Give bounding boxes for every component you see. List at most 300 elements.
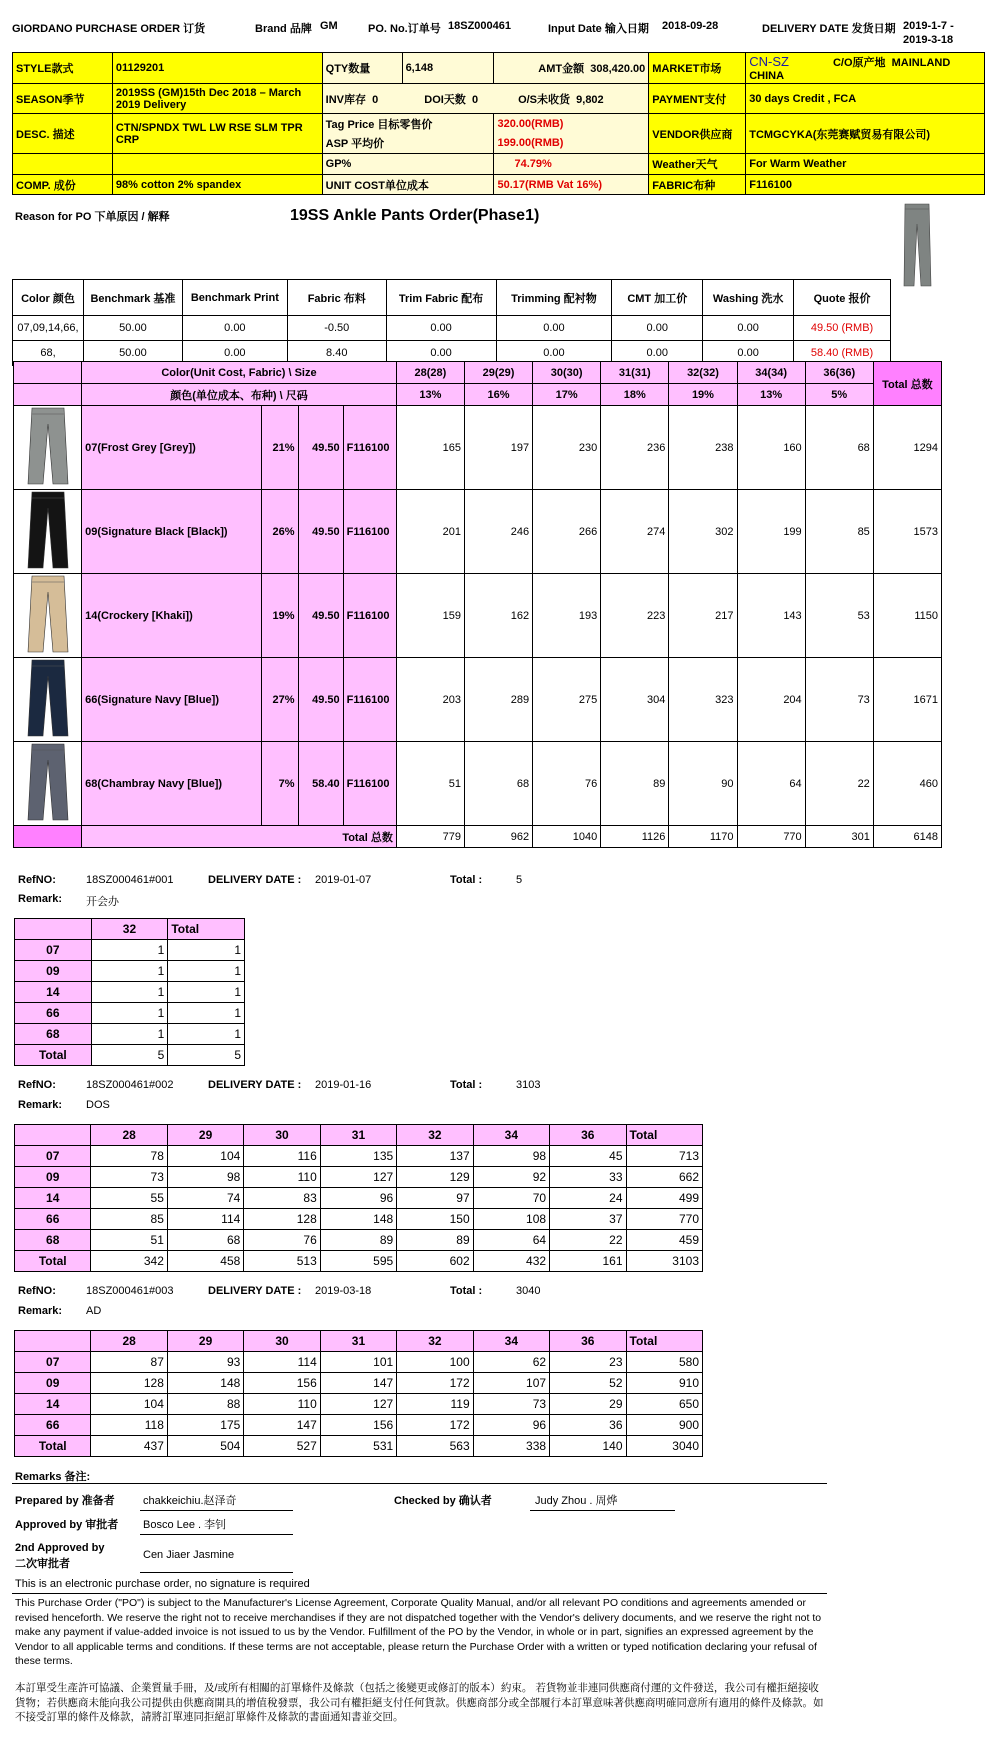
unit-cost: 58.40 — [298, 742, 343, 826]
ref-row — [15, 1251, 703, 1272]
gp-value: 74.79% — [494, 154, 649, 175]
fabric-code: F116100 — [343, 406, 396, 490]
amt-label: AMT金额 — [538, 63, 585, 75]
size-qty: 289 — [464, 658, 532, 742]
ref-qty: 92 — [473, 1167, 549, 1188]
ref-qty: 150 — [397, 1209, 473, 1230]
bench-quote: 49.50 (RMB) — [794, 316, 891, 341]
ref-qty: 96 — [473, 1415, 549, 1436]
ref-qty: 129 — [397, 1167, 473, 1188]
ref-qty: 98 — [473, 1146, 549, 1167]
ref-header-cell: 31 — [320, 1331, 396, 1352]
ref-row — [15, 940, 245, 961]
date-value: 2019-03-18 — [315, 1285, 372, 1297]
terms-chinese: 本訂單受生產許可協議、企業質量手冊，及/或所有相關的訂單條件及條款（包括之後變更或修訂的版本）約束。 若貨物並非連同供應商付運的文件發送，我公司有權拒絕接收貨物；若供應商未能向我公司提供由供應商開具的增值稅發票，我公司有權拒絕支付任何貨款。供應商部分或全部履行本訂單意味著供應商明確同意所有適用的條件及條款。如不接受訂單的條件及條款，請將訂單連同拒絕訂單條件及條款的書面通知書並交回。 — [15, 1682, 824, 1723]
bench-header: Benchmark Print — [182, 280, 287, 316]
size-total: 1040 — [533, 826, 601, 848]
ref-row — [15, 1394, 703, 1415]
ref-qty: 342 — [91, 1251, 167, 1272]
date-value: 2019-01-16 — [315, 1079, 372, 1091]
remark-value: DOS — [86, 1099, 110, 1111]
ref-row — [15, 1045, 245, 1066]
product-image — [900, 202, 934, 288]
qty-value: 6,148 — [402, 53, 494, 84]
ref-qty: 70 — [473, 1188, 549, 1209]
ref-qty: 504 — [167, 1436, 243, 1457]
brand-label: Brand 品牌 — [255, 23, 312, 35]
size-breakdown-table — [13, 361, 942, 848]
ref-row-label: 09 — [15, 1373, 91, 1394]
ref-qty: 36 — [550, 1415, 626, 1436]
ref-header-cell: 28 — [91, 1331, 167, 1352]
size-qty: 193 — [533, 574, 601, 658]
total-header: Total 总数 — [873, 362, 941, 406]
ref-value: 18SZ000461#001 — [86, 874, 174, 886]
color-pct: 26% — [261, 490, 298, 574]
size-qty: 89 — [601, 742, 669, 826]
ref-qty: 98 — [167, 1167, 243, 1188]
size-total: 779 — [396, 826, 464, 848]
brand-value: GM — [320, 20, 338, 32]
color-thumbnail — [14, 658, 82, 742]
pants-icon — [18, 490, 78, 570]
delivery-date-start: 2019-1-7 - — [903, 20, 954, 32]
ref-row — [15, 1230, 703, 1251]
size-qty: 304 — [601, 658, 669, 742]
empty-cell — [13, 154, 113, 175]
bench-cell: -0.50 — [287, 316, 386, 341]
bench-cell: 0.00 — [182, 341, 287, 366]
size-qty: 203 — [396, 658, 464, 742]
ref-value: 18SZ000461#002 — [86, 1079, 174, 1091]
ref-header-cell: 32 — [91, 919, 168, 940]
ref-total-value: 3103 — [516, 1079, 541, 1091]
size-total: 1170 — [669, 826, 737, 848]
size-qty: 274 — [601, 490, 669, 574]
unit-cost: 49.50 — [298, 574, 343, 658]
size-total-row — [14, 826, 942, 848]
color-row — [14, 406, 942, 490]
ref-qty: 127 — [320, 1167, 396, 1188]
size-qty: 197 — [464, 406, 532, 490]
ref-row-label: 68 — [15, 1024, 92, 1045]
ref-qty: 37 — [550, 1209, 626, 1230]
comp-label: COMP. 成份 — [13, 175, 113, 195]
ref-1-table — [14, 918, 245, 1066]
color-rows — [14, 406, 942, 826]
size-qty: 159 — [396, 574, 464, 658]
color-pct: 27% — [261, 658, 298, 742]
ref-qty: 104 — [167, 1146, 243, 1167]
bench-cell: 50.00 — [83, 316, 182, 341]
ref-header-cell: 36 — [550, 1125, 626, 1146]
doi-value: 0 — [471, 93, 479, 106]
ref-qty: 62 — [473, 1352, 549, 1373]
size-qty: 302 — [669, 490, 737, 574]
color-name: 14(Crockery [Khaki]) — [82, 574, 261, 658]
bench-cell: 07,09,14,66, — [13, 316, 84, 341]
ref-row — [15, 1003, 245, 1024]
ref-qty: 76 — [244, 1230, 320, 1251]
ref-row-label: 14 — [15, 982, 92, 1003]
size-total: 1126 — [601, 826, 669, 848]
empty-total-cell — [14, 826, 82, 848]
ref-row — [15, 982, 245, 1003]
row-total: 1671 — [873, 658, 941, 742]
ref-qty: 1 — [91, 940, 168, 961]
ref-qty: 114 — [244, 1352, 320, 1373]
ref-total-value: 3040 — [516, 1285, 541, 1297]
signature-line — [140, 1510, 293, 1511]
ref-header-cell: 34 — [473, 1125, 549, 1146]
ref-header-cell: 30 — [244, 1125, 320, 1146]
ref-qty: 5 — [91, 1045, 168, 1066]
size-header: 28(28) — [396, 362, 464, 384]
size-pct: 18% — [601, 384, 669, 406]
origin-label: C/O原产地 — [832, 57, 886, 69]
delivery-date-label: DELIVERY DATE 发货日期 — [762, 23, 896, 35]
ref-header-cell: Total — [626, 1125, 703, 1146]
ref-label: RefNO: — [18, 874, 56, 886]
fabric-code: F116100 — [343, 742, 396, 826]
ref-header-cell: 32 — [397, 1125, 473, 1146]
ref-qty: 33 — [550, 1167, 626, 1188]
ref-row-label: 66 — [15, 1415, 91, 1436]
size-header: 36(36) — [805, 362, 873, 384]
bench-cell: 0.00 — [703, 316, 794, 341]
size-pct-row — [14, 384, 942, 406]
ref-row-label: Total — [15, 1251, 91, 1272]
ref-qty: 73 — [91, 1167, 167, 1188]
checked-value: Judy Zhou . 周烨 — [535, 1495, 618, 1507]
unit-cost-label: UNIT COST单位成本 — [322, 175, 494, 195]
ref-row-label: 14 — [15, 1394, 91, 1415]
ref-header-cell: 30 — [244, 1331, 320, 1352]
vendor-value: TCMGCYKA(东莞赛赋贸易有限公司) — [746, 114, 985, 154]
size-header-row — [14, 362, 942, 384]
ref-qty: 104 — [91, 1394, 167, 1415]
prepared-label: Prepared by 准备者 — [15, 1495, 115, 1507]
ref-2-table — [14, 1124, 703, 1272]
ref-qty: 23 — [550, 1352, 626, 1373]
reason-label: Reason for PO 下单原因 / 解释 — [15, 211, 170, 223]
po-value: 18SZ000461 — [448, 20, 511, 32]
color-name: 68(Chambray Navy [Blue]) — [82, 742, 261, 826]
size-qty: 323 — [669, 658, 737, 742]
ref-qty: 24 — [550, 1188, 626, 1209]
ref-row-label: 09 — [15, 1167, 91, 1188]
date-label: DELIVERY DATE : — [208, 1285, 302, 1297]
empty-header-cell — [14, 362, 82, 384]
color-pct: 7% — [261, 742, 298, 826]
weather-value: For Warm Weather — [746, 154, 985, 175]
size-header: 30(30) — [533, 362, 601, 384]
size-total: 770 — [737, 826, 805, 848]
ref-header-row — [15, 919, 245, 940]
asp-label: ASP 平均价 — [322, 134, 494, 154]
ref-row — [15, 1146, 703, 1167]
ref-qty: 580 — [626, 1352, 703, 1373]
origin-value: MAINLAND CHINA — [749, 57, 951, 82]
ref-qty: 55 — [91, 1188, 167, 1209]
ref-header-cell: 34 — [473, 1331, 549, 1352]
ref-header-cell — [15, 919, 92, 940]
remark-label: Remark: — [18, 1099, 63, 1111]
size-qty: 76 — [533, 742, 601, 826]
remark-value: AD — [86, 1305, 102, 1317]
ref-3-table — [14, 1330, 703, 1457]
size-qty: 85 — [805, 490, 873, 574]
bench-cell: 0.00 — [703, 341, 794, 366]
ref-qty: 110 — [244, 1394, 320, 1415]
ref-value: 18SZ000461#003 — [86, 1285, 174, 1297]
fabric-code: F116100 — [343, 574, 396, 658]
unit-cost: 49.50 — [298, 490, 343, 574]
fabric-code: F116100 — [343, 490, 396, 574]
bench-quote: 58.40 (RMB) — [794, 341, 891, 366]
ref-header-row — [15, 1125, 703, 1146]
ref-qty: 147 — [320, 1373, 396, 1394]
ref-qty: 1 — [168, 982, 245, 1003]
size-qty: 68 — [805, 406, 873, 490]
ref-qty: 29 — [550, 1394, 626, 1415]
terms-english: This Purchase Order ("PO") is subject to the Manufacturer's License Agreement, Corporate Quality Manual, and/or all relevant PO conditions and agreements amended or revised henceforth. We reserve the right not to receive merchandises if they are not dispatched together with the Vendor's delivery documents, and we reserve the right not to make any payment if value-added invoice is not issued to us by the Vendor. Fulfillment of the PO by the Vendor, in whole or in part, signifies an expressed agreement by the Vendor to all applicable terms and conditions. If these terms are not acceptable, please return the Purchase Order with a written or typed notification declaring your refusal of these terms. — [15, 1597, 822, 1667]
prepared-value: chakkeichiu.赵泽奇 — [143, 1495, 237, 1507]
size-qty: 201 — [396, 490, 464, 574]
ref-qty: 51 — [91, 1230, 167, 1251]
ref-qty: 88 — [167, 1394, 243, 1415]
ref-qty: 595 — [320, 1251, 396, 1272]
approved-label: Approved by 审批者 — [15, 1519, 119, 1531]
ref-qty: 87 — [91, 1352, 167, 1373]
style-label: STYLE款式 — [13, 53, 113, 84]
desc-value: CTN/SPNDX TWL LW RSE SLM TPR CRP — [112, 114, 322, 154]
row-total: 1573 — [873, 490, 941, 574]
color-name: 66(Signature Navy [Blue]) — [82, 658, 261, 742]
ref-qty: 100 — [397, 1352, 473, 1373]
ref-qty: 148 — [167, 1373, 243, 1394]
tag-label: Tag Price 目标零售价 — [322, 114, 494, 134]
ref-qty: 114 — [167, 1209, 243, 1230]
ref-row-label: Total — [15, 1436, 91, 1457]
ref-qty: 3103 — [626, 1251, 703, 1272]
ref-header-cell: 36 — [550, 1331, 626, 1352]
size-header: 32(32) — [669, 362, 737, 384]
benchmark-table — [12, 279, 891, 366]
ref-qty: 127 — [320, 1394, 396, 1415]
size-qty: 165 — [396, 406, 464, 490]
ref-qty: 83 — [244, 1188, 320, 1209]
ref-row — [15, 1436, 703, 1457]
benchmark-header-row — [13, 280, 891, 316]
ref-header-row — [15, 1331, 703, 1352]
checked-label: Checked by 确认者 — [394, 1495, 492, 1507]
fabric-label: FABRIC布种 — [649, 175, 746, 195]
ref-qty: 175 — [167, 1415, 243, 1436]
ref-qty: 85 — [91, 1209, 167, 1230]
payment-value: 30 days Credit , FCA — [746, 84, 985, 114]
bench-header: Trim Fabric 配布 — [386, 280, 496, 316]
ref-row-label: 66 — [15, 1003, 92, 1024]
size-qty: 53 — [805, 574, 873, 658]
ref-qty: 563 — [397, 1436, 473, 1457]
ref-row-label: 66 — [15, 1209, 91, 1230]
bench-header: CMT 加工价 — [612, 280, 703, 316]
size-qty: 73 — [805, 658, 873, 742]
color-size-header: Color(Unit Cost, Fabric) \ Size — [82, 362, 397, 384]
ref-qty: 137 — [397, 1146, 473, 1167]
approved-value: Bosco Lee . 李钊 — [143, 1519, 227, 1531]
ref-qty: 110 — [244, 1167, 320, 1188]
approved2-label-en: 2nd Approved by — [15, 1542, 105, 1554]
empty-cell — [112, 154, 322, 175]
vendor-label: VENDOR供应商 — [649, 114, 746, 154]
ref-qty: 1 — [168, 1024, 245, 1045]
size-qty: 238 — [669, 406, 737, 490]
ref-row — [15, 1167, 703, 1188]
desc-label: DESC. 描述 — [13, 114, 113, 154]
bench-cell: 0.00 — [496, 341, 612, 366]
season-label: SEASON季节 — [13, 84, 113, 114]
pants-icon — [18, 406, 78, 486]
ref-header-cell: 29 — [167, 1331, 243, 1352]
date-label: DELIVERY DATE : — [208, 874, 302, 886]
ref-row-label: 14 — [15, 1188, 91, 1209]
input-date-label: Input Date 输入日期 — [548, 23, 649, 35]
ref-qty: 119 — [397, 1394, 473, 1415]
remark-label: Remark: — [18, 893, 63, 905]
ref-qty: 900 — [626, 1415, 703, 1436]
color-thumbnail — [14, 574, 82, 658]
size-qty: 160 — [737, 406, 805, 490]
ref-qty: 1 — [91, 982, 168, 1003]
ref-qty: 89 — [397, 1230, 473, 1251]
size-qty: 223 — [601, 574, 669, 658]
ref-qty: 156 — [244, 1373, 320, 1394]
ref-qty: 101 — [320, 1352, 396, 1373]
size-qty: 51 — [396, 742, 464, 826]
pants-icon — [18, 574, 78, 654]
ref-header-cell: 32 — [397, 1331, 473, 1352]
company-title: GIORDANO PURCHASE ORDER 订货 — [12, 23, 206, 35]
ref-qty: 437 — [91, 1436, 167, 1457]
ref-row — [15, 1373, 703, 1394]
bench-header: Quote 报价 — [794, 280, 891, 316]
amt-value: 308,420.00 — [590, 63, 646, 75]
ref-total-label: Total : — [450, 874, 483, 886]
size-header: 31(31) — [601, 362, 669, 384]
doi-label: DOI天数 — [424, 93, 466, 106]
size-pct: 13% — [737, 384, 805, 406]
ref-row — [15, 1209, 703, 1230]
qty-label: QTY数量 — [322, 53, 402, 84]
ref-qty: 172 — [397, 1373, 473, 1394]
size-qty: 64 — [737, 742, 805, 826]
size-total: 301 — [805, 826, 873, 848]
ref-row — [15, 1024, 245, 1045]
style-value: 01129201 — [112, 53, 322, 84]
empty-header-cell — [14, 384, 82, 406]
market-label: MARKET市场 — [649, 53, 746, 84]
bench-cell: 68, — [13, 341, 84, 366]
asp-value: 199.00(RMB) — [494, 134, 649, 154]
ref-qty: 338 — [473, 1436, 549, 1457]
size-pct: 19% — [669, 384, 737, 406]
ref-qty: 513 — [244, 1251, 320, 1272]
bench-header: Color 颜色 — [13, 280, 84, 316]
ref-qty: 1 — [168, 940, 245, 961]
size-qty: 275 — [533, 658, 601, 742]
ref-row — [15, 1188, 703, 1209]
po-info-grid — [12, 52, 985, 195]
ref-qty: 128 — [244, 1209, 320, 1230]
ref-qty: 64 — [473, 1230, 549, 1251]
amt-cell — [494, 53, 649, 84]
size-qty: 68 — [464, 742, 532, 826]
divider — [12, 1593, 827, 1594]
size-total-label: Total 总数 — [82, 826, 397, 848]
color-row — [14, 658, 942, 742]
size-total: 962 — [464, 826, 532, 848]
size-qty: 236 — [601, 406, 669, 490]
po-label: PO. No.订单号 — [368, 23, 441, 35]
color-row — [14, 742, 942, 826]
payment-label: PAYMENT支付 — [649, 84, 746, 114]
ref-qty: 499 — [626, 1188, 703, 1209]
ref-row — [15, 961, 245, 982]
color-name: 07(Frost Grey [Grey]) — [82, 406, 261, 490]
grand-total: 6148 — [873, 826, 941, 848]
ref-qty: 161 — [550, 1251, 626, 1272]
bench-header: Washing 洗水 — [703, 280, 794, 316]
ref-qty: 52 — [550, 1373, 626, 1394]
ref-label: RefNO: — [18, 1285, 56, 1297]
ref-qty: 74 — [167, 1188, 243, 1209]
row-total: 1150 — [873, 574, 941, 658]
ref-qty: 650 — [626, 1394, 703, 1415]
ref-header-cell: 31 — [320, 1125, 396, 1146]
ref-row — [15, 1352, 703, 1373]
size-pct: 13% — [396, 384, 464, 406]
bench-header: Benchmark 基准 — [83, 280, 182, 316]
color-row — [14, 574, 942, 658]
market-cell — [746, 53, 985, 84]
ref-qty: 602 — [397, 1251, 473, 1272]
color-pct: 19% — [261, 574, 298, 658]
signature-line — [530, 1510, 675, 1511]
ref-qty: 527 — [244, 1436, 320, 1457]
ref-row — [15, 1415, 703, 1436]
ref-qty: 1 — [91, 961, 168, 982]
bench-cell: 50.00 — [83, 341, 182, 366]
divider — [12, 1483, 827, 1484]
approved2-label-cn: 二次审批者 — [15, 1558, 70, 1570]
color-row — [14, 490, 942, 574]
ref-qty: 458 — [167, 1251, 243, 1272]
ref-header-cell: 29 — [167, 1125, 243, 1146]
size-qty: 22 — [805, 742, 873, 826]
bench-header: Trimming 配衬物 — [496, 280, 612, 316]
date-label: DELIVERY DATE : — [208, 1079, 302, 1091]
ref-qty: 1 — [168, 1003, 245, 1024]
inv-value: 0 — [372, 93, 379, 106]
bench-cell: 0.00 — [496, 316, 612, 341]
ref-qty: 148 — [320, 1209, 396, 1230]
electronic-note: This is an electronic purchase order, no signature is required — [15, 1578, 310, 1590]
ref-qty: 713 — [626, 1146, 703, 1167]
ref-header-cell: Total — [626, 1331, 703, 1352]
bench-cell: 8.40 — [287, 341, 386, 366]
